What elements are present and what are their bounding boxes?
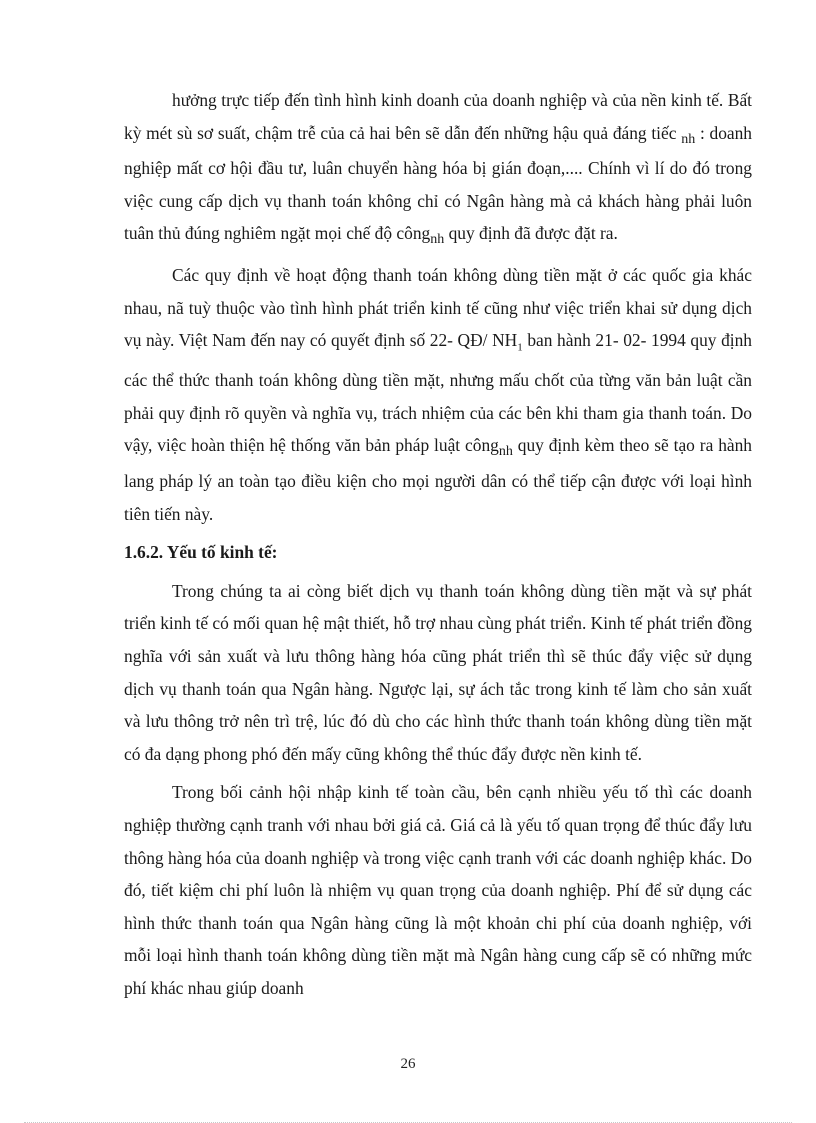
paragraph-text: hưởng trực tiếp đến tình hình kinh doanh của doanh nghiệp và của nền kinh tế. Bất kỳ mét sù sơ suất, chậm trễ của cả hai bên sẽ dẫn đến những hậu quả đáng tiếc xyxy=(124,90,752,143)
section-heading xyxy=(124,536,752,569)
paragraph-text: Trong chúng ta ai còng biết dịch vụ thanh toán không dùng tiền mặt và sự phát triển kinh tế có mối quan hệ mật thiết, hỗ trợ nhau cùng phát triển. Kinh tế phát triển đồng nghĩa với sản xuất và lưu thông hàng hóa cũng phát triển thì sẽ thúc đẩy việc sử dụng dịch vụ thanh toán qua Ngân hàng. Ngược lại, sự ách tắc trong kinh tế làm cho sản xuất và lưu thông trở nên trì trệ, lúc đó dù cho các hình thức thanh toán không dùng tiền mặt có đa dạng phong phó đến mấy cũng không thể thúc đẩy được nền kinh tế. xyxy=(124,580,752,764)
inline-small-text: nh xyxy=(681,131,696,147)
body-paragraph xyxy=(124,84,752,253)
paragraph-text: ban hành 21- 02- 1994 quy định các thể thức thanh toán không dùng tiền mặt, nhưng mấu chốt của từng văn bản luật cần phải quy định rõ quyền và nghĩa vụ, trách nhiệm của các bên khi tham gia thanh toán. Do vậy, việc hoàn thiện hệ thống văn bản pháp luật công xyxy=(124,330,752,456)
inline-small-text: nh xyxy=(430,232,445,248)
paragraph-text: Các quy định về hoạt động thanh toán không dùng tiền mặt ở các quốc gia khác nhau, nã tuỳ thuộc vào tình hình phát triển kinh tế cũng như việc triển khai sử dụng dịch vụ này. Việt Nam đến nay có quyết định số 22- QĐ/ NH xyxy=(124,264,752,351)
heading-text: 1.6.2. Yếu tố kinh tế: xyxy=(124,542,278,563)
body-paragraph xyxy=(124,259,752,530)
inline-small-text: nh xyxy=(498,444,513,460)
body-paragraph xyxy=(124,575,752,771)
page-number: 26 xyxy=(400,1056,416,1072)
paragraph-text: quy định đã được đặt ra. xyxy=(444,223,618,244)
paragraph-text: quy định kèm theo sẽ tạo ra hành lang pháp lý an toàn tạo điều kiện cho mọi người dân có thể tiếp cận được với loại hình tiên tiến này. xyxy=(124,435,753,524)
paragraph-text: Trong bối cảnh hội nhập kinh tế toàn cầu, bên cạnh nhiều yếu tố thì các doanh nghiệp thường cạnh tranh với nhau bởi giá cả. Giá cả là yếu tố quan trọng để thúc đẩy lưu thông hàng hóa của doanh nghiệp và trong việc cạnh tranh với các doanh nghiệp khác. Do đó, tiết kiệm chi phí luôn là nhiệm vụ quan trọng của doanh nghiệp. Phí để sử dụng các hình thức thanh toán qua Ngân hàng cũng là một khoản chi phí của doanh nghiệp, với mỗi loại hình thanh toán không dùng tiền mặt mà Ngân hàng cung cấp sẽ có những mức phí khác nhau giúp doanh xyxy=(124,782,752,998)
body-paragraph xyxy=(124,776,752,1004)
paragraph-text: : doanh nghiệp mất cơ hội đầu tư, luân chuyển hàng hóa bị gián đoạn,.... Chính vì lí do đó trong việc cung cấp dịch vụ thanh toán không chỉ có Ngân hàng mà cả khách hàng phải luôn tuân thủ đúng nghiêm ngặt mọi chế độ công xyxy=(124,122,753,244)
document-body xyxy=(124,84,752,1011)
subscript-text: 1 xyxy=(517,341,523,354)
